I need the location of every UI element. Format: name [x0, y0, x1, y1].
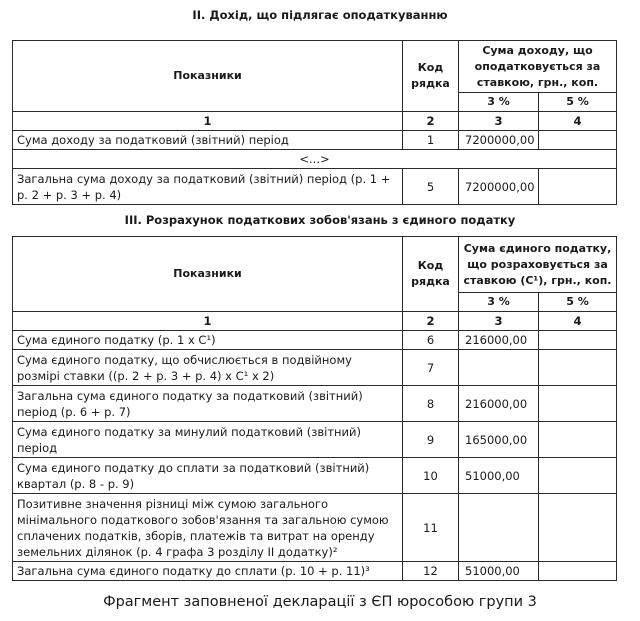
row-code: 7 — [403, 350, 459, 386]
table-row — [13, 331, 617, 350]
row-value-3: 216000,00 — [459, 331, 539, 350]
row-code: 11 — [403, 494, 459, 562]
header-rate-5: 5 % — [539, 293, 617, 312]
row-code: 6 — [403, 331, 459, 350]
row-label: Позитивне значення різниці між сумою загального мінімального податкового зобов'язання та загальною сумою сплачених податків, зборів, платежів та витрат на оренду земельних ділянок (р. 4 графа 3 розділу II додатку)² — [13, 494, 403, 562]
row-value-3: 51000,00 — [459, 562, 539, 581]
row-label: Сума доходу за податковий (звітний) період — [13, 131, 403, 150]
row-label: Сума єдиного податку (р. 1 х С¹) — [13, 331, 403, 350]
header-code: Код рядка — [403, 237, 459, 312]
row-label: Сума єдиного податку, що обчислюється в подвійному розмірі ставки ((р. 2 + р. 3 + р. 4) х С¹ х 2) — [13, 350, 403, 386]
ellipsis-row: <...> — [13, 150, 617, 169]
header-rate-5: 5 % — [539, 93, 617, 112]
row-value-5 — [539, 386, 617, 422]
row-value-5 — [539, 494, 617, 562]
tax-liability-table — [12, 236, 617, 581]
figure-caption: Фрагмент заповненої декларації з ЄП юрособою групи 3 — [103, 594, 537, 610]
header-rate-3: 3 % — [459, 93, 539, 112]
row-value-5 — [539, 458, 617, 494]
row-value-5 — [539, 422, 617, 458]
header-sum: Сума доходу, що оподатковується за ставкою, грн., коп. — [459, 41, 617, 93]
header-sum: Сума єдиного податку, що розраховується за ставкою (С¹), грн., коп. — [459, 237, 617, 293]
row-value-5 — [539, 350, 617, 386]
row-value-3 — [459, 350, 539, 386]
header-code: Код рядка — [403, 41, 459, 112]
row-label: Загальна сума єдиного податку до сплати (р. 10 + р. 11)³ — [13, 562, 403, 581]
colnum-1: 1 — [13, 112, 403, 131]
colnum-3: 3 — [459, 312, 539, 331]
row-value-5 — [539, 562, 617, 581]
row-label: Загальна сума доходу за податковий (звітний) період (р. 1 + р. 2 + р. 3 + р. 4) — [13, 169, 403, 205]
row-code: 8 — [403, 386, 459, 422]
table-row — [13, 169, 617, 205]
income-table — [12, 40, 617, 205]
row-value-3: 51000,00 — [459, 458, 539, 494]
section-2-title: II. Дохід, що підлягає оподаткуванню — [192, 8, 448, 22]
table-row — [13, 386, 617, 422]
row-code: 12 — [403, 562, 459, 581]
colnum-4: 4 — [539, 312, 617, 331]
row-value-3: 165000,00 — [459, 422, 539, 458]
row-code: 1 — [403, 131, 459, 150]
row-value-5 — [539, 169, 617, 205]
colnum-2: 2 — [403, 112, 459, 131]
row-value-3 — [459, 494, 539, 562]
table-row — [13, 494, 617, 562]
row-label: Загальна сума єдиного податку за податковий (звітний) період (р. 6 + р. 7) — [13, 386, 403, 422]
row-value-3: 216000,00 — [459, 386, 539, 422]
row-value-5 — [539, 331, 617, 350]
row-value-3: 7200000,00 — [459, 169, 539, 205]
row-code: 10 — [403, 458, 459, 494]
row-label: Сума єдиного податку до сплати за податковий (звітний) квартал (р. 8 - р. 9) — [13, 458, 403, 494]
row-label: Сума єдиного податку за минулий податковий (звітний) період — [13, 422, 403, 458]
table-row — [13, 131, 617, 150]
row-code: 5 — [403, 169, 459, 205]
row-value-3: 7200000,00 — [459, 131, 539, 150]
header-rate-3: 3 % — [459, 293, 539, 312]
header-indicators: Показники — [13, 237, 403, 312]
table-row — [13, 422, 617, 458]
table-row — [13, 350, 617, 386]
row-code: 9 — [403, 422, 459, 458]
table-row — [13, 458, 617, 494]
colnum-1: 1 — [13, 312, 403, 331]
row-value-5 — [539, 131, 617, 150]
table-row — [13, 562, 617, 581]
colnum-3: 3 — [459, 112, 539, 131]
colnum-4: 4 — [539, 112, 617, 131]
header-indicators: Показники — [13, 41, 403, 112]
section-3-title: III. Розрахунок податкових зобов'язань з єдиного податку — [124, 213, 516, 227]
colnum-2: 2 — [403, 312, 459, 331]
